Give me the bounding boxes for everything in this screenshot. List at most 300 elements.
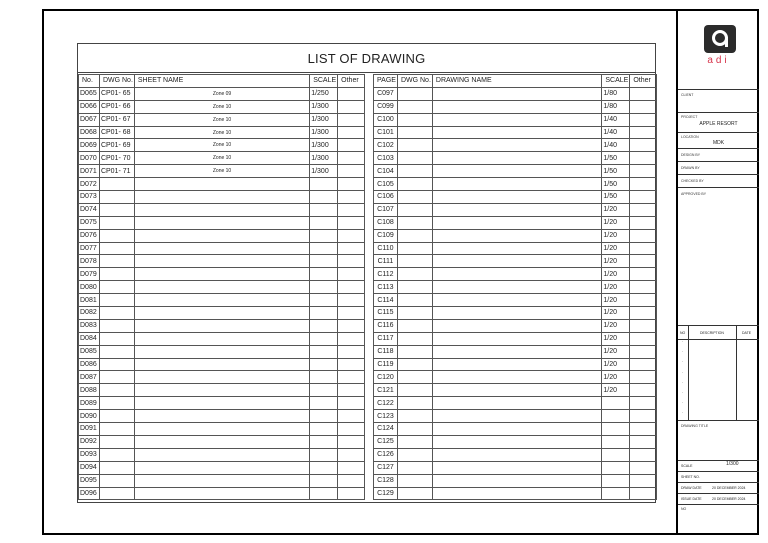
table-row [374,113,657,126]
sheet-label: SHEET NO. [681,475,700,479]
drawn-label: DRAWN BY [681,166,700,170]
dwg-number [397,178,432,191]
drawing-name [432,281,602,294]
other-value [338,178,365,191]
sheet-name [134,242,309,255]
row-number: D069 [79,139,100,152]
other-value [630,345,657,358]
issue-date-value: 20 DECEMBER 2024 [712,497,746,501]
other-value [338,268,365,281]
page-number: C120 [374,371,398,384]
right-header-cell: PAGE [374,75,398,88]
row-number: D071 [79,165,100,178]
page-number: C117 [374,332,398,345]
table-row [79,345,365,358]
dwg-number [99,332,134,345]
page-number: C123 [374,410,398,423]
scale-value: 1/300 [726,461,739,467]
scale-value [310,242,338,255]
drawing-name [432,87,602,100]
left-header-cell: No. [79,75,100,88]
row-number: D067 [79,113,100,126]
drawing-name [432,268,602,281]
revision-row-marker: · [682,350,684,355]
location-value: MDK [712,140,725,146]
dwg-number [397,242,432,255]
scale-value: 1/20 [602,371,630,384]
table-row [374,358,657,371]
other-value [630,165,657,178]
sheet-name [134,191,309,204]
scale-value [310,178,338,191]
other-value [630,371,657,384]
scale-value: 1/20 [602,319,630,332]
page-number: C126 [374,448,398,461]
scale-value [602,487,630,500]
other-value [630,307,657,320]
other-value [630,397,657,410]
dwg-number: CP01- 68 [99,126,134,139]
dwg-number [99,294,134,307]
sheet-name: Zone 10 [134,100,309,113]
row-number: D073 [79,191,100,204]
sheet-name [134,268,309,281]
page-number: C102 [374,139,398,152]
page-number: C121 [374,384,398,397]
row-number: D075 [79,216,100,229]
scale-value [310,203,338,216]
scale-value [602,461,630,474]
other-value [630,126,657,139]
scale-value [310,332,338,345]
dwg-number [99,461,134,474]
table-row [374,345,657,358]
dwg-number [397,384,432,397]
other-value [338,307,365,320]
dwg-number [99,281,134,294]
page-number: C116 [374,319,398,332]
table-row [79,152,365,165]
drawing-title-label: DRAWING TITLE [681,424,709,428]
dwg-number: CP01- 69 [99,139,134,152]
drawing-name [432,332,602,345]
other-value [338,358,365,371]
row-number: D068 [79,126,100,139]
left-header-cell: SCALE [310,75,338,88]
other-value [338,152,365,165]
scale-value [602,410,630,423]
revision-row-marker: · [682,360,684,365]
page-number: C104 [374,165,398,178]
drawing-name [432,255,602,268]
scale-value: 1/20 [602,255,630,268]
drawing-name [432,203,602,216]
table-row [79,242,365,255]
sheet-name [134,307,309,320]
drawing-title-row [678,420,759,460]
row-number: D094 [79,461,100,474]
table-row [374,397,657,410]
approved-row [678,187,759,325]
other-value [630,191,657,204]
drawing-name [432,319,602,332]
other-value [630,384,657,397]
other-value [338,165,365,178]
other-value [630,319,657,332]
scale-value [310,281,338,294]
right-header-cell: DRAWING NAME [432,75,602,88]
table-row [374,229,657,242]
table-row [374,487,657,500]
other-value [630,281,657,294]
right-header-cell: DWG No. [397,75,432,88]
scale-value [310,255,338,268]
row-number: D089 [79,397,100,410]
drawing-name [432,397,602,410]
table-row [79,178,365,191]
dwg-number [397,255,432,268]
dwg-number [99,203,134,216]
other-value [630,113,657,126]
table-row [79,435,365,448]
drawing-name [432,152,602,165]
table-row [79,126,365,139]
table-row [374,423,657,436]
dwg-number [397,345,432,358]
other-value [338,203,365,216]
dwg-number [397,281,432,294]
dwg-number [397,191,432,204]
table-row [374,435,657,448]
other-value [338,255,365,268]
other-value [338,423,365,436]
table-row [374,165,657,178]
row-number: D078 [79,255,100,268]
dwg-number [397,410,432,423]
page-number: C110 [374,242,398,255]
other-value [630,255,657,268]
draw-date-label: DRAW DATE [681,486,702,490]
row-number: D082 [79,307,100,320]
dwg-number [397,216,432,229]
scale-value [310,294,338,307]
other-value [338,474,365,487]
table-row [79,474,365,487]
scale-value: 1/250 [310,87,338,100]
project-row [678,112,759,132]
table-row [79,319,365,332]
sheet-name [134,435,309,448]
scale-value [602,448,630,461]
table-row [79,358,365,371]
sheet-name: Zone 10 [134,113,309,126]
table-row [79,332,365,345]
design-label: DESIGN BY [681,153,701,157]
other-value [338,191,365,204]
drawing-name [432,345,602,358]
other-value [630,435,657,448]
drawing-name [432,191,602,204]
rev-date-header: DATE [742,331,752,335]
scale-value: 1/80 [602,87,630,100]
dwg-number [397,268,432,281]
sheet-name [134,178,309,191]
other-value [338,242,365,255]
row-number: D083 [79,319,100,332]
other-value [630,448,657,461]
drawing-name [432,410,602,423]
table-row [79,423,365,436]
table-row [79,203,365,216]
drawing-name [432,229,602,242]
page-number: C103 [374,152,398,165]
table-row [374,474,657,487]
scale-value: 1/300 [310,113,338,126]
client-row [678,89,759,112]
other-value [630,358,657,371]
revision-row-marker: · [682,411,684,416]
dwg-number [99,319,134,332]
page-number: C106 [374,191,398,204]
scale-value [602,397,630,410]
checked-label: CHECKED BY [681,179,704,183]
dwg-number [397,203,432,216]
dwg-number [99,268,134,281]
row-number: D090 [79,410,100,423]
drawing-name [432,448,602,461]
table-row [79,384,365,397]
other-value [338,448,365,461]
left-header-cell: SHEET NAME [134,75,309,88]
sheet-name: Zone 10 [134,152,309,165]
scale-value: 1/20 [602,242,630,255]
row-number: D096 [79,487,100,500]
sheet-name [134,332,309,345]
dwg-number [99,448,134,461]
dwg-number [99,474,134,487]
drawing-name [432,242,602,255]
drawing-name [432,178,602,191]
brand-name: adi [707,55,730,66]
dwg-number [99,242,134,255]
table-row [79,448,365,461]
project-value: APPLE RESORT [699,121,738,127]
dwg-number [397,435,432,448]
right-header-cell: Other [630,75,657,88]
revision-row-marker: · [682,380,684,385]
left-header-cell: Other [338,75,365,88]
other-value [338,384,365,397]
drawing-name [432,461,602,474]
table-row [79,87,365,100]
table-row [79,371,365,384]
scale-value: 1/300 [310,126,338,139]
row-number: D070 [79,152,100,165]
sheet-name: Zone 10 [134,126,309,139]
other-value [630,268,657,281]
scale-value: 1/50 [602,191,630,204]
revision-table [678,325,759,420]
dwg-number [397,332,432,345]
sheet-name [134,474,309,487]
other-value [338,461,365,474]
page-number: C105 [374,178,398,191]
left-drawing-table [78,74,365,500]
table-row [374,255,657,268]
scale-value: 1/20 [602,332,630,345]
other-value [630,152,657,165]
sheet-name [134,397,309,410]
scale-value [310,345,338,358]
table-row [374,319,657,332]
scale-value [310,216,338,229]
scale-value [310,448,338,461]
dwg-number [397,397,432,410]
other-value [338,216,365,229]
dwg-number [397,139,432,152]
dwg-number: CP01- 67 [99,113,134,126]
other-value [338,371,365,384]
location-row [678,132,759,148]
page-number: C113 [374,281,398,294]
table-row [374,216,657,229]
dwg-number [397,100,432,113]
dwg-number [397,307,432,320]
dwg-number [99,410,134,423]
scale-value [310,397,338,410]
table-row [79,165,365,178]
dwg-number [397,229,432,242]
table-row [79,294,365,307]
other-value [338,487,365,500]
dwg-number [99,307,134,320]
dwg-number: CP01- 71 [99,165,134,178]
other-value [630,216,657,229]
page-number: C109 [374,229,398,242]
sheet-name [134,294,309,307]
no-row [678,504,759,535]
other-value [630,203,657,216]
table-row [374,126,657,139]
table-row [374,294,657,307]
table-row [374,152,657,165]
page-number: C111 [374,255,398,268]
location-label: LOCATION [681,135,699,139]
page-number: C112 [374,268,398,281]
table-row [374,371,657,384]
scale-value: 1/20 [602,345,630,358]
drawing-name [432,474,602,487]
draw-date-row [678,482,759,493]
row-number: D085 [79,345,100,358]
page-number: C099 [374,100,398,113]
table-row [374,332,657,345]
scale-value: 1/20 [602,203,630,216]
table-row [374,281,657,294]
table-row [374,448,657,461]
row-number: D084 [79,332,100,345]
row-number: D086 [79,358,100,371]
other-value [338,319,365,332]
right-header-cell: SCALE [602,75,630,88]
scale-value: 1/50 [602,165,630,178]
no-label: NO [681,507,687,511]
left-header-cell: DWG No. [99,75,134,88]
sheet-name [134,345,309,358]
row-number: D091 [79,423,100,436]
scale-value: 1/20 [602,358,630,371]
page-number: C128 [374,474,398,487]
page-number: C107 [374,203,398,216]
scale-value: 1/40 [602,113,630,126]
sheet-name: Zone 10 [134,139,309,152]
revision-row-marker: · [682,340,684,344]
revision-row-marker: · [682,391,684,395]
scale-value [310,410,338,423]
scale-value [310,487,338,500]
sheet-name [134,448,309,461]
dwg-number [397,487,432,500]
rev-description-header: DESCRIPTION [700,331,724,335]
other-value [630,474,657,487]
drawing-name [432,371,602,384]
dwg-number [397,152,432,165]
scale-value: 1/20 [602,384,630,397]
scale-value: 1/300 [310,139,338,152]
revision-row-marker: · [682,401,684,406]
scale-value [310,384,338,397]
rev-no-header: NO [680,331,686,335]
table-row [79,307,365,320]
scale-value: 1/20 [602,229,630,242]
scale-value [602,474,630,487]
row-number: D072 [79,178,100,191]
other-value [630,229,657,242]
drawing-name [432,100,602,113]
adi-logo-icon [704,25,736,53]
row-number: D065 [79,87,100,100]
drawing-list-panel [77,43,656,503]
scale-value [310,319,338,332]
scale-value: 1/50 [602,152,630,165]
drawing-name [432,126,602,139]
page-number: C129 [374,487,398,500]
table-row [79,216,365,229]
other-value [630,461,657,474]
other-value [630,423,657,436]
page-number: C101 [374,126,398,139]
other-value [630,487,657,500]
other-value [338,126,365,139]
other-value [338,435,365,448]
scale-value [310,229,338,242]
row-number: D066 [79,100,100,113]
sheet-name [134,319,309,332]
sheet-name [134,487,309,500]
row-number: D092 [79,435,100,448]
page-number: C127 [374,461,398,474]
list-title: LIST OF DRAWING [78,44,655,73]
dwg-number [397,461,432,474]
drawing-name [432,358,602,371]
other-value [630,178,657,191]
drawing-name [432,435,602,448]
table-row [374,100,657,113]
dwg-number [99,397,134,410]
sheet-name [134,216,309,229]
other-value [630,332,657,345]
dwg-number [397,113,432,126]
